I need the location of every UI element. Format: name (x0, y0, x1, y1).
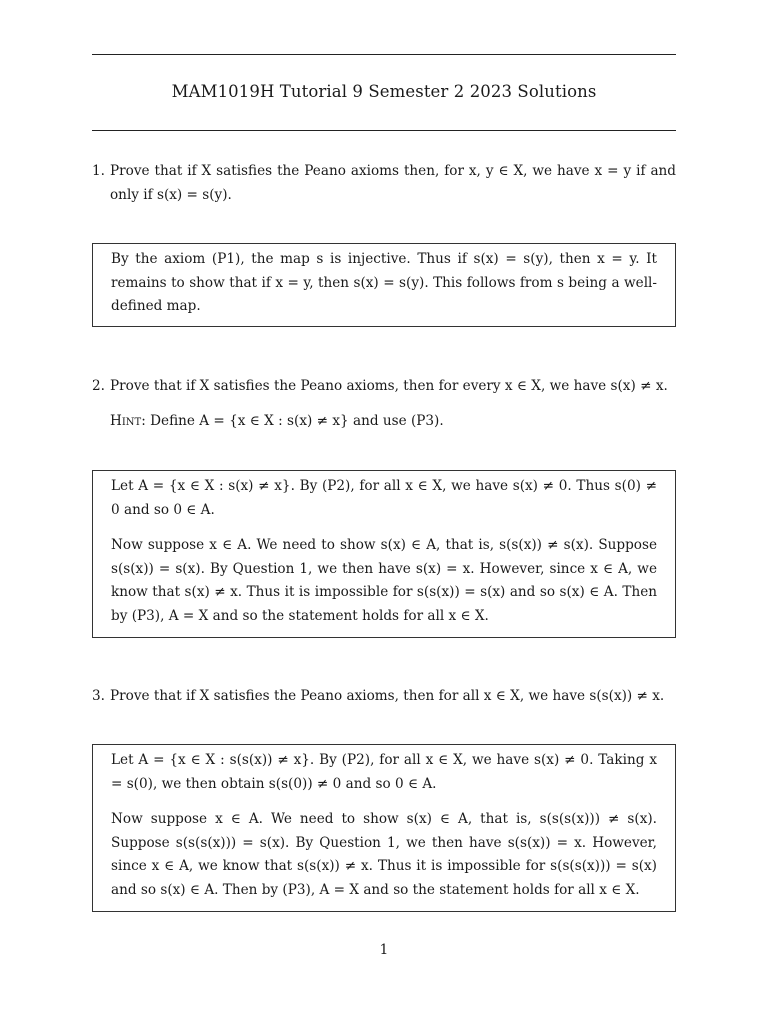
solution-3-box (92, 744, 676, 912)
title-top-rule (92, 54, 676, 55)
hint-label: Hint: (110, 413, 146, 429)
document-title: MAM1019H Tutorial 9 Semester 2 2023 Solutions (171, 82, 597, 101)
title-bottom-rule (92, 130, 676, 131)
solution-1-box (92, 243, 676, 327)
question-2-text: Prove that if X satisfies the Peano axioms, then for every x ∈ X, we have s(x) ≠ x. (110, 378, 668, 394)
question-2-number: 2. (92, 378, 105, 394)
solution-1-paragraph-1: By the axiom (P1), the map s is injective. Thus if s(x) = s(y), then x = y. It remains to show that if x = y, then s(x) = s(y). This follows from s being a well-defined map. (111, 251, 657, 314)
question-1-number: 1. (92, 163, 105, 179)
solution-2-box (92, 470, 676, 638)
page-number: 1 (379, 942, 389, 958)
solution-3-paragraph-2: Now suppose x ∈ A. We need to show s(x) ∈ A, that is, s(s(s(x))) ≠ s(x). Suppose s(s(s(x))) = s(x). By Question 1, we then have s(s(x)) = x. However, since x ∈ A, we know that s(s(x)) ≠ x. Thus it is impossible for s(s(s(x))) = s(x) and so s(x) ∈ A. Then by (P3), A = X and so the statement holds for all x ∈ X. (111, 811, 657, 898)
question-2 (92, 374, 676, 398)
hint-text: Define A = {x ∈ X : s(x) ≠ x} and use (P3). (150, 413, 444, 429)
question-3 (92, 684, 676, 708)
question-3-text: Prove that if X satisfies the Peano axioms, then for all x ∈ X, we have s(s(x)) ≠ x. (110, 688, 665, 704)
question-3-number: 3. (92, 688, 105, 704)
question-1 (92, 159, 676, 207)
solution-3-paragraph-1: Let A = {x ∈ X : s(s(x)) ≠ x}. By (P2), for all x ∈ X, we have s(x) ≠ 0. Taking x = s(0), we then obtain s(s(0)) ≠ 0 and so 0 ∈ A. (111, 752, 657, 792)
question-1-text: Prove that if X satisfies the Peano axioms then, for x, y ∈ X, we have x = y if and only if s(x) = s(y). (110, 163, 676, 203)
solution-2-paragraph-2: Now suppose x ∈ A. We need to show s(x) ∈ A, that is, s(s(x)) ≠ s(x). Suppose s(s(x)) = s(x). By Question 1, we then have s(x) = x. However, since x ∈ A, we know that s(x) ≠ x. Thus it is impossible for s(s(x)) = s(x) and so s(x) ∈ A. Then by (P3), A = X and so the statement holds for all x ∈ X. (111, 537, 657, 624)
solution-2-paragraph-1: Let A = {x ∈ X : s(x) ≠ x}. By (P2), for all x ∈ X, we have s(x) ≠ 0. Thus s(0) ≠ 0 and so 0 ∈ A. (111, 478, 657, 518)
question-2-hint (110, 409, 676, 433)
